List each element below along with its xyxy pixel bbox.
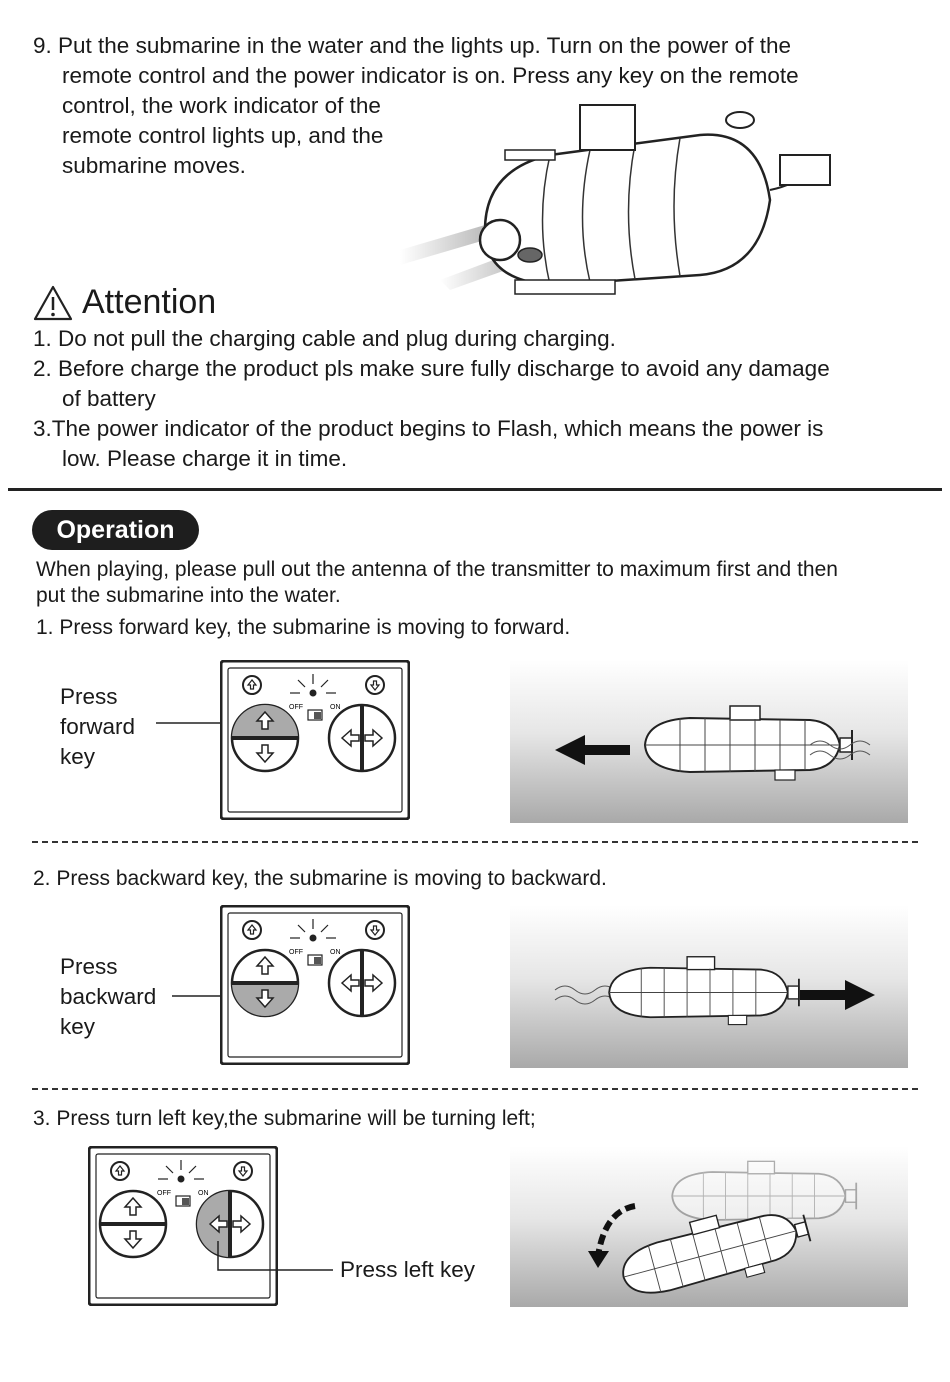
remote-backward <box>150 905 410 1070</box>
step9-line4: remote control lights up, and the <box>62 123 384 148</box>
forward-illustration <box>510 660 908 823</box>
step-2-label-1: Press <box>60 954 118 979</box>
step-3-text: 3. Press turn left key,the submarine will be turning left; <box>33 1107 536 1130</box>
step-2-label-2: backward <box>60 984 157 1009</box>
step-2-label-3: key <box>60 1014 96 1039</box>
turn-arrow-icon <box>588 1251 609 1268</box>
step-1-label-1: Press <box>60 684 118 709</box>
section-divider <box>8 488 942 491</box>
step-3-label: Press left key <box>340 1257 476 1282</box>
step-1-label-2: forward <box>60 714 136 739</box>
off-label: OFF <box>289 704 303 711</box>
step-1-label-3: key <box>60 744 96 769</box>
operation-intro-2: put the submarine into the water. <box>36 584 341 607</box>
submarine-illustration <box>400 100 860 305</box>
attention-item-3: 3.The power indicator of the product begins to Flash, which means the power is <box>33 416 824 441</box>
operation-intro-1: When playing, please pull out the antenna of the transmitter to maximum first and then <box>36 558 838 581</box>
remote-left <box>88 1146 348 1311</box>
left-arrow-icon <box>555 735 630 765</box>
backward-illustration <box>510 905 908 1068</box>
step-2-text: 2. Press backward key, the submarine is moving to backward. <box>33 867 607 890</box>
right-arrow-icon <box>800 980 875 1010</box>
step9-line1: 9. Put the submarine in the water and the lights up. Turn on the power of the <box>33 33 791 58</box>
off-label: OFF <box>157 1190 171 1197</box>
warning-icon <box>33 285 73 321</box>
operation-badge: Operation <box>32 510 199 550</box>
on-label: ON <box>330 949 341 956</box>
on-label: ON <box>330 704 341 711</box>
attention-item-3-cont: low. Please charge it in time. <box>62 446 348 471</box>
step9-line5: submarine moves. <box>62 153 246 178</box>
turn-left-illustration <box>510 1146 908 1307</box>
on-label: ON <box>198 1190 209 1197</box>
dashed-divider-2 <box>32 1088 918 1090</box>
step-1-text: 1. Press forward key, the submarine is moving to forward. <box>36 616 571 639</box>
attention-item-1: 1. Do not pull the charging cable and plug during charging. <box>33 326 616 351</box>
step9-line3: control, the work indicator of the <box>62 93 381 118</box>
attention-item-2: 2. Before charge the product pls make sure fully discharge to avoid any damage <box>33 356 830 381</box>
attention-item-2-cont: of battery <box>62 386 156 411</box>
dashed-divider-1 <box>32 841 918 843</box>
attention-title: Attention <box>82 283 217 321</box>
remote-forward <box>150 660 410 825</box>
step9-line2: remote control and the power indicator is on. Press any key on the remote <box>62 63 799 88</box>
off-label: OFF <box>289 949 303 956</box>
